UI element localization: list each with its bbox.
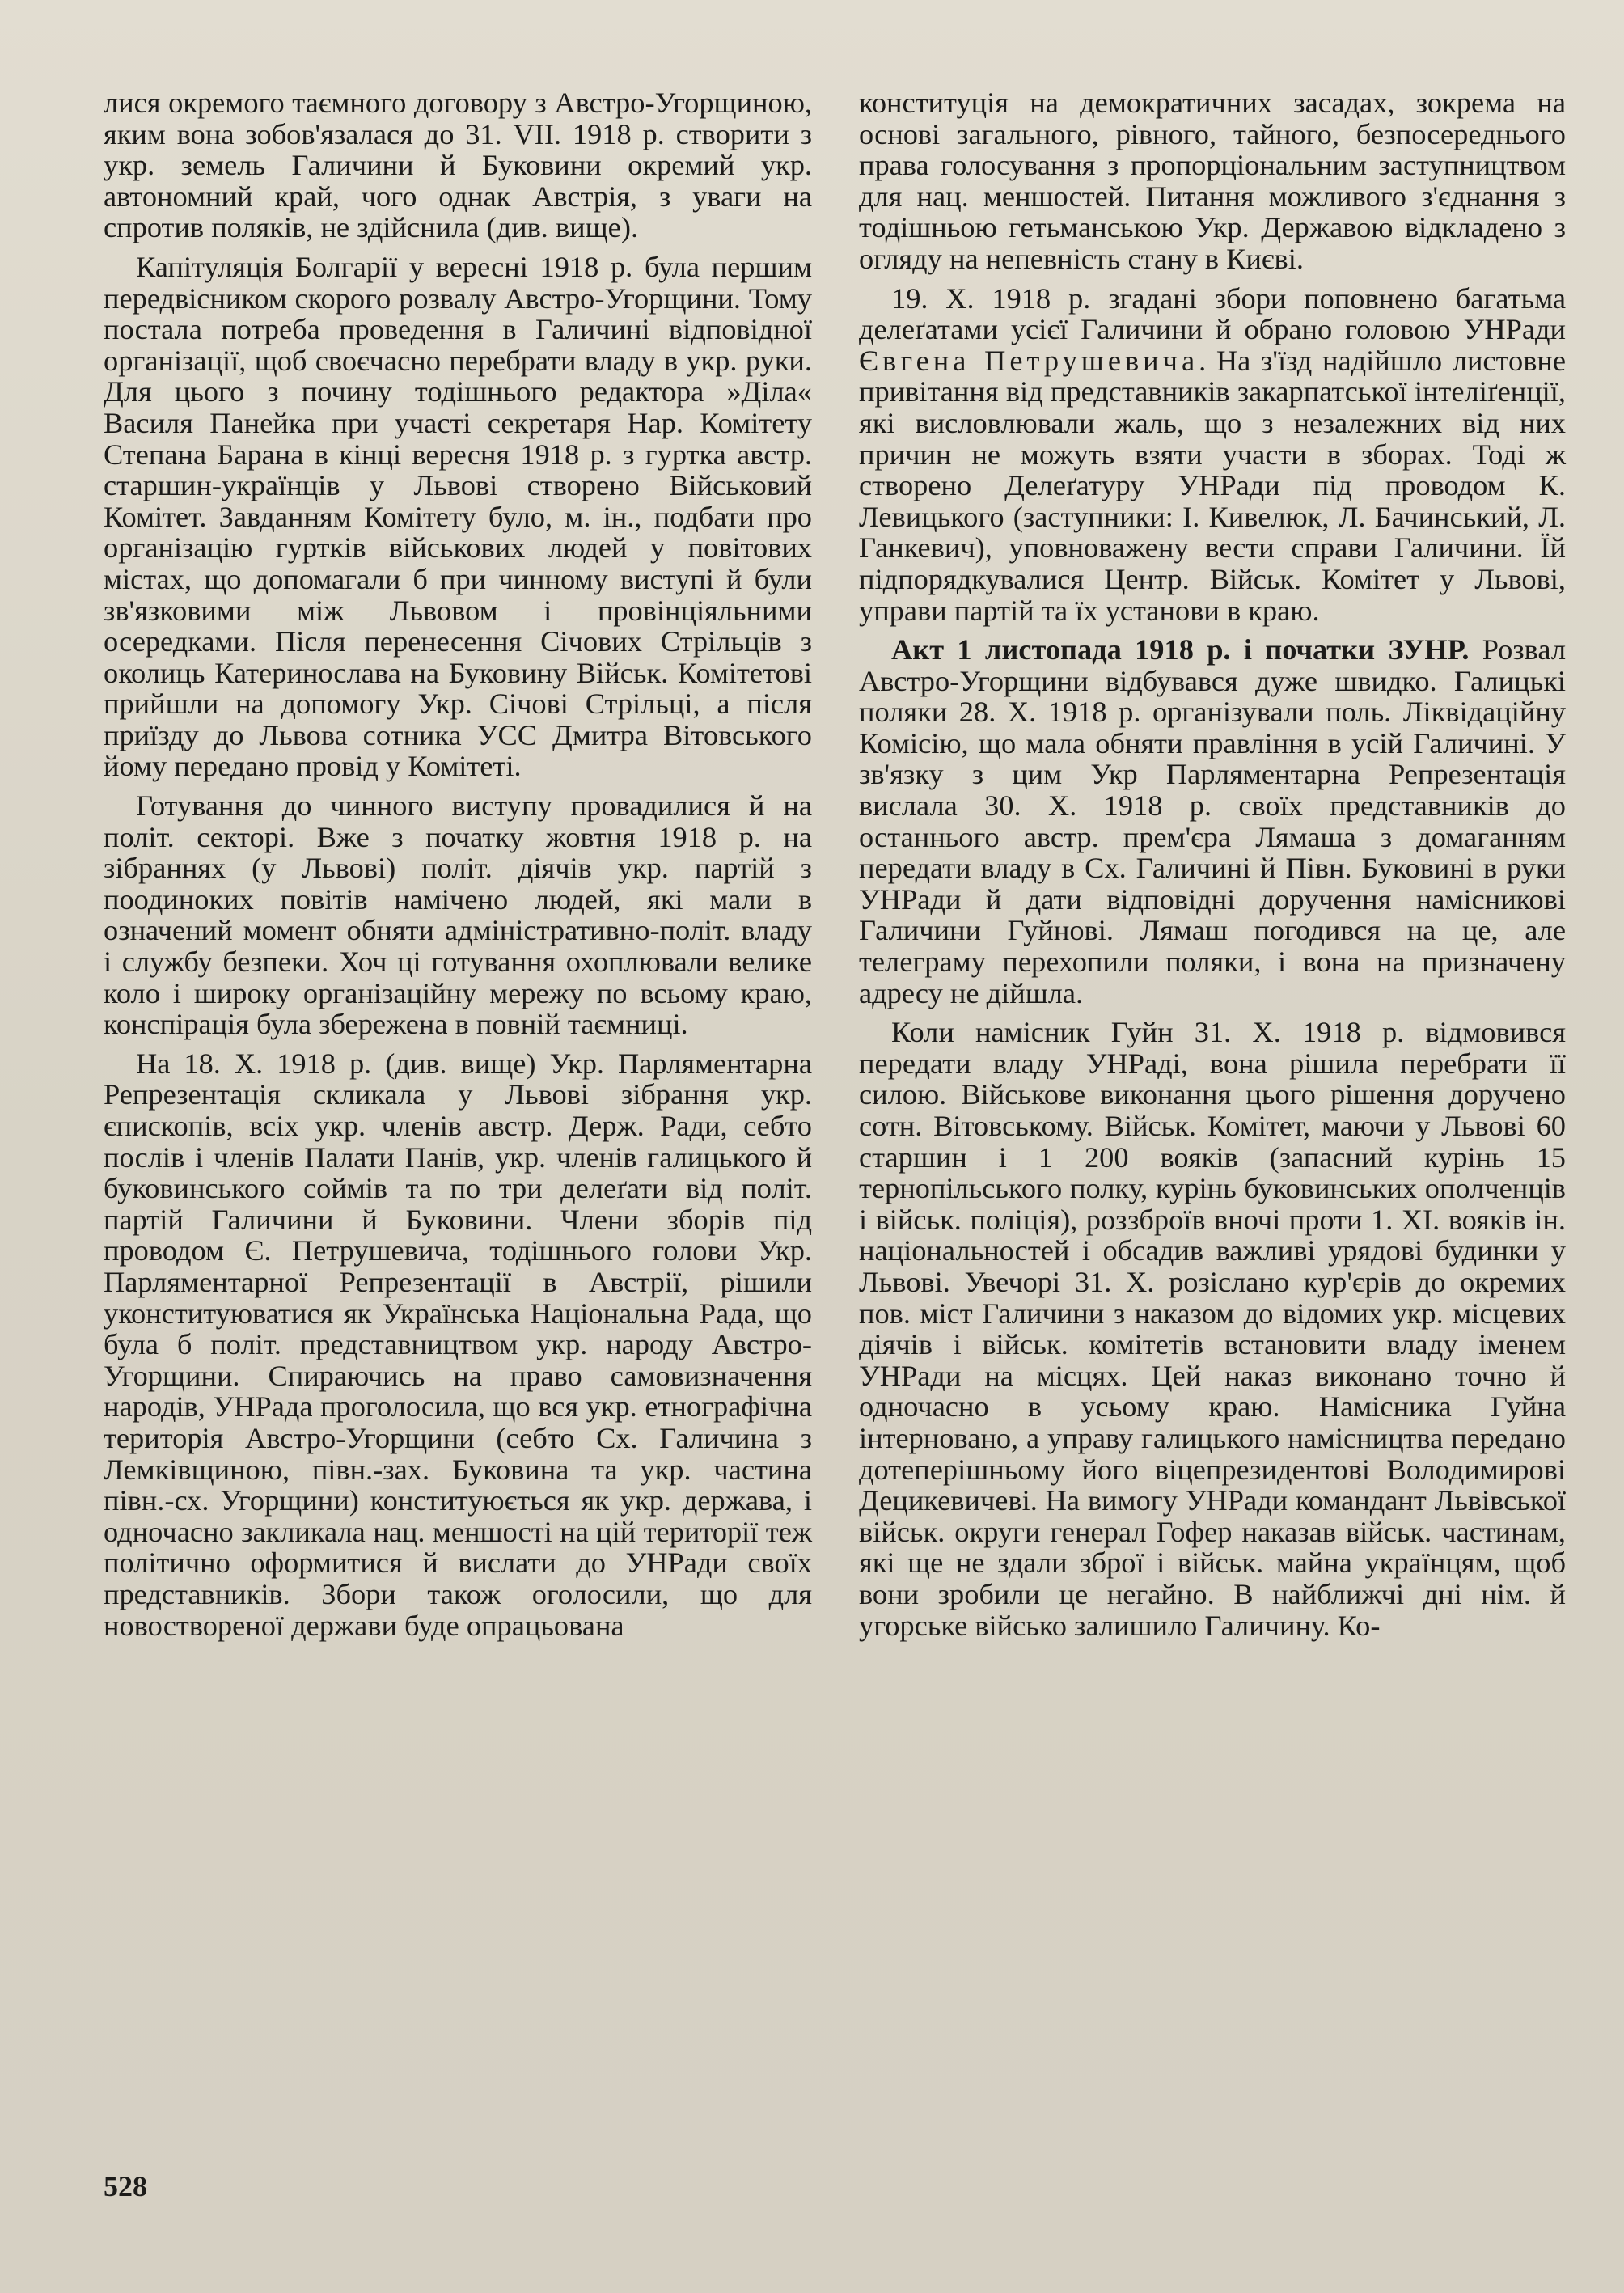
- paragraph-text: Розвал Австро-Угорщини відбувався дуже швидко. Галицькі поляки 28. X. 1918 р. організували поль. Ліквідаційну Комісію, що мала обняти правління в усій Галичині. У зв'язку з цим Укр Парляментарна Репрезентація вислала 30. X. 1918 р. своїх представників до останнього австр. прем'єра Лямаша з домаганням передати владу в Сх. Галичині й Півн. Буковині в руки УНРади й дати відповідні доручення намісникові Галичини Гуйнові. Лямаш погодився на це, але телеграму перехопили поляки, і вона на призначену адресу не дійшла.: [859, 633, 1566, 1009]
- spaced-name: Євгена Петрушевича: [859, 344, 1199, 377]
- paragraph: Готування до чинного виступу провадилися й на політ. секторі. Вже з початку жовтня 1918 р. на зібраннях (у Львові) політ. діячів укр. партій з поодиноких повітів намічено людей, які мали в означений момент обняти адміністративно-політ. владу і службу безпеки. Хоч ці готування охоплювали велике коло і широку організаційну мережу по всьому краю, конспірація була збережена в повній таємниці.: [104, 789, 812, 1041]
- page-number: 528: [104, 2170, 147, 2202]
- left-column: [104, 87, 812, 1641]
- paragraph: лися окремого таємного договору з Австро-Угорщиною, яким вона зобов'язалася до 31. VII. 1918 р. створити з укр. земель Галичини й Буковини окремий укр. автономний край, чого однак Австрія, з уваги на спротив поляків, не здійснила (див. вище).: [104, 87, 812, 244]
- section-paragraph: [859, 634, 1566, 1009]
- paragraph: [859, 283, 1566, 627]
- paragraph: На 18. X. 1918 р. (див. вище) Укр. Парляментарна Репрезентація скликала у Львові зібрання укр. єпископів, всіх укр. членів австр. Держ. Ради, себто послів і членів Палати Панів, укр. членів галицького й буковинського соймів та по три делеґати від політ. партій Галичини й Буковини. Члени зборів під проводом Є. Петрушевича, тодішнього голови Укр. Парляментарної Репрезентації в Австрії, рішили уконституюватися як Українська Національна Рада, що була б політ. представництвом укр. народу Австро-Угорщини. Спираючись на право самовизначення народів, УНРада проголосила, що вся укр. етнографічна територія Австро-Угорщини (себто Сх. Галичина з Лемківщиною, півн.-зах. Буковина та укр. частина півн.-сх. Угорщини) конституюється як укр. держава, і одночасно закликала нац. меншості на цій території теж політично оформитися й вислати до УНРади своїх представників. Збори також оголосили, що для новоствореної держави буде опрацьована: [104, 1047, 812, 1642]
- paragraph: Капітуляція Болгарії у вересні 1918 р. була першим передвісником скорого розвалу Австро-Угорщини. Тому постала потреба проведення в Галичині відповідної організації, щоб своєчасно перебрати владу в укр. руки. Для цього з почину тодішнього редактора »Діла« Василя Панейка при участі секретаря Нар. Комітету Степана Барана в кінці вересня 1918 р. з гуртка австр. старшин-українців у Львові створено Військовий Комітет. Завданням Комітету було, м. ін., подбати про організацію гуртків військових людей у повітових містах, що допомагали б при чинному виступі й були зв'язковими між Львовом і провінціяльними осередками. Після перенесення Січових Стрільців з околиць Катеринослава на Буковину Військ. Комітетові прийшли на допомогу Укр. Січові Стрільці, а після приїзду до Львова сотника УСС Дмитра Вітовського йому передано провід у Комітеті.: [104, 250, 812, 783]
- paragraph: Коли намісник Гуйн 31. X. 1918 р. відмовився передати владу УНРаді, вона рішила перебрати її силою. Військове виконання цього рішення доручено сотн. Вітовському. Військ. Комітет, маючи у Львові 60 старшин і 1 200 вояків (запасний курінь 15 тернопільського полку, курінь буковинських ополченців і військ. поліція), роззброїв вночі проти 1. XI. вояків ін. національностей і обсадив важливі урядові будинки у Львові. Увечорі 31. X. розіслано кур'єрів до окремих пов. міст Галичини з наказом до відомих укр. місцевих діячів і військ. комітетів встановити владу іменем УНРади на місцях. Цей наказ виконано точно й одночасно в усьому краю. Намісника Гуйна інтерновано, а управу галицького намісництва передано дотеперішньому його віцепрезидентові Володимирові Децикевичеві. На вимогу УНРади командант Львівської військ. округи генерал Гофер наказав військ. частинам, які ще не здали зброї і військ. майна українцям, щоб вони зробили це негайно. В найближчі дні нім. й угорське військо залишило Галичину. Ко-: [859, 1016, 1566, 1642]
- paragraph: конституція на демократичних засадах, зокрема на основі загального, рівного, тайного, безпосереднього права голосування з пропорціональним заступництвом для нац. меншостей. Питання можливого з'єднання з тодішньою гетьманською Укр. Державою відкладено з огляду на непевність стану в Києві.: [859, 87, 1566, 275]
- paragraph-text: 19. X. 1918 р. згадані збори поповнено багатьма делеґатами усієї Галичини й обрано головою УНРади: [859, 281, 1566, 346]
- section-heading: Акт 1 листопада 1918 р. і початки ЗУНР.: [891, 633, 1470, 666]
- right-column: [859, 87, 1566, 1641]
- paragraph-text: . На з'їзд надійшло листовне привітання від представників закарпатської інтеліґенції, які висловлювали жаль, що з незалежних від них причин не можуть взяти участи в зборах. Тоді ж створено Делеґатуру УНРади під проводом К. Левицького (заступники: І. Кивелюк, Л. Бачинський, Л. Ганкевич), уповноважену вести справи Галичини. Їй підпорядкувалися Центр. Військ. Комітет у Львові, управи партій та їх установи в краю.: [859, 344, 1566, 627]
